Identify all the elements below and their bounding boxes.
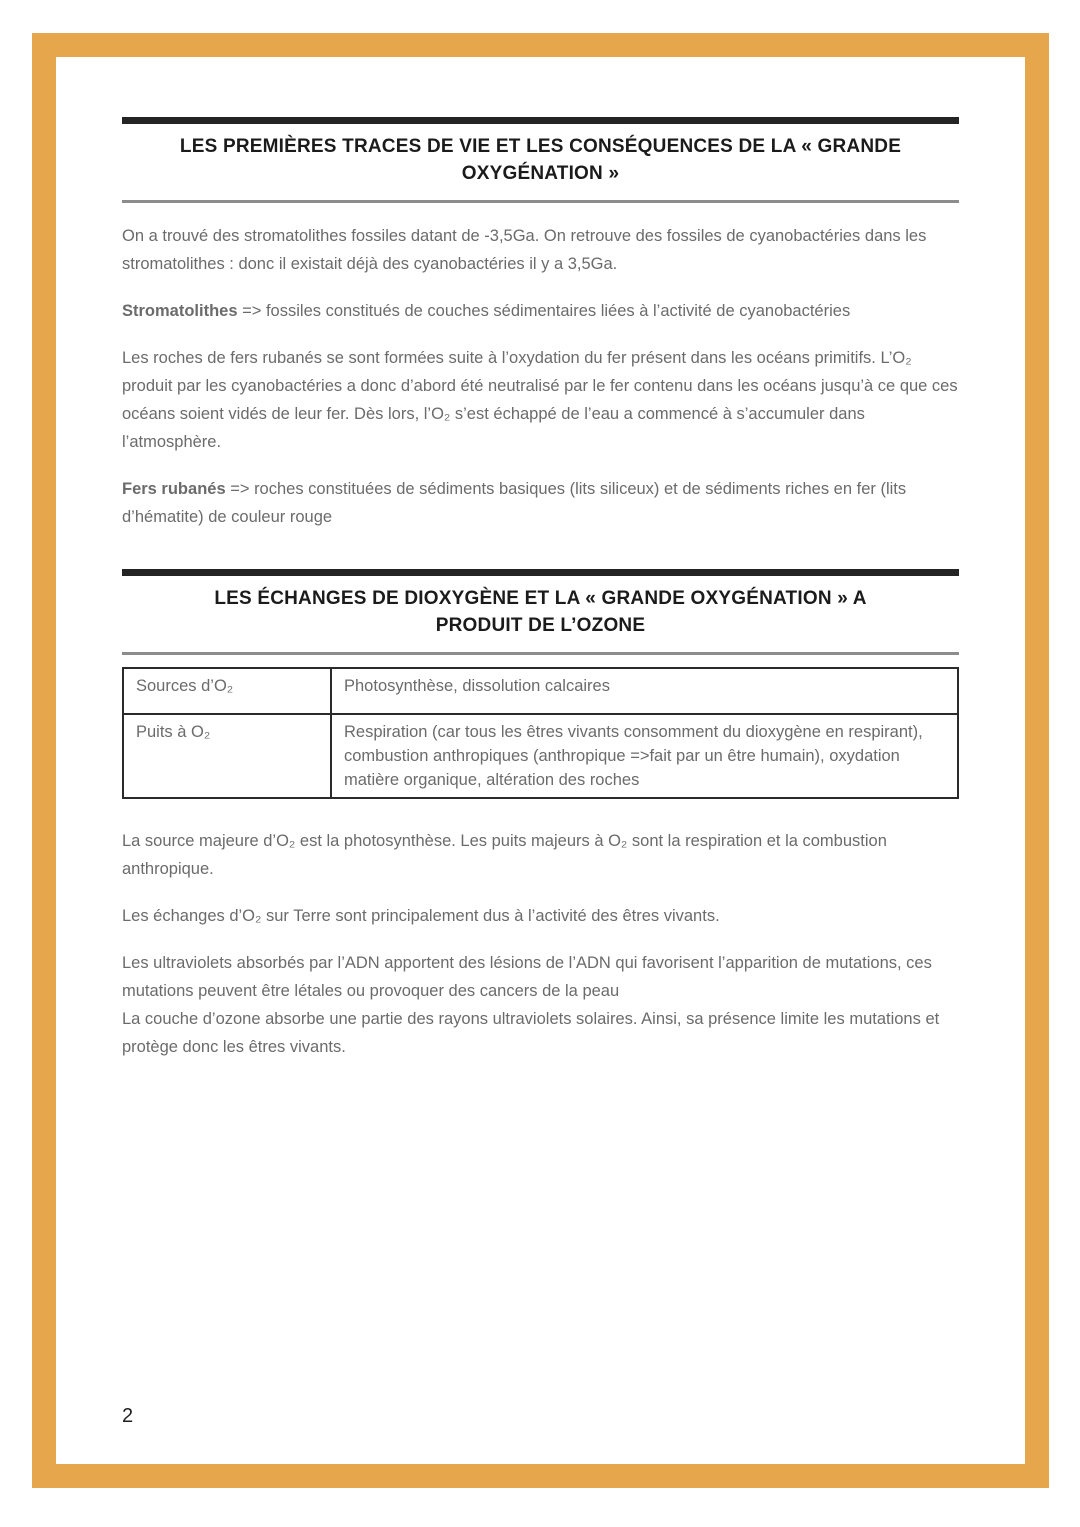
section1-title-line1: LES PREMIÈRES TRACES DE VIE ET LES CONSÉQUENCES DE LA « GRANDE <box>179 136 902 157</box>
definition-fers-rubanes-text: => roches constituées de sédiments basiques (lits siliceux) et de sédiments riches en fer (lits d’hématite) de couleur rouge <box>122 480 907 526</box>
section2-title-line2: PRODUIT DE L’OZONE <box>435 615 646 636</box>
o2-sources-puits-table <box>122 667 959 799</box>
paragraph-echanges-terre: Les échanges d’O₂ sur Terre sont principalement dus à l’activité des êtres vivants. <box>122 907 720 925</box>
section-heading-echanges-dioxygene <box>122 569 959 655</box>
paragraph-source-majeure: La source majeure d’O₂ est la photosynthèse. Les puits majeurs à O₂ sont la respiration et la combustion anthropique. <box>122 832 887 878</box>
page-number: 2 <box>122 1405 134 1427</box>
section-heading-premieres-traces <box>122 117 959 203</box>
page-content <box>56 57 1025 1464</box>
table-cell-sources-value: Photosynthèse, dissolution calcaires <box>331 668 958 714</box>
definition-stromatolithes-term: Stromatolithes <box>122 302 238 320</box>
table-cell-puits-value: Respiration (car tous les êtres vivants consomment du dioxygène en respirant), combustion anthropiques (anthropique =>fait par un être humain), oxydation matière organique, altération des roches <box>331 714 958 798</box>
paragraph-fers-rubanes-formation: Les roches de fers rubanés se sont formées suite à l’oxydation du fer présent dans les océans primitifs. L’O₂ produit par les cyanobactéries a donc d’abord été neutralisé par le fer contenu dans les océans jusqu’à ce que ces océans soient vidés de leur fer. Dès lors, l’O₂ s’est échappé de l’eau a commencé à s’accumuler dans l’atmosphère. <box>122 349 958 451</box>
table-cell-sources-label: Sources d’O₂ <box>123 668 331 714</box>
page-gold-frame <box>32 33 1049 1488</box>
section1-title-line2: OXYGÉNATION » <box>461 163 620 184</box>
table-row-puits <box>123 714 958 798</box>
definition-fers-rubanes <box>122 475 959 531</box>
definition-stromatolithes <box>122 297 959 325</box>
table-cell-puits-label: Puits à O₂ <box>123 714 331 798</box>
table-row-sources <box>123 668 958 714</box>
paragraph-ultraviolets-ozone <box>122 949 959 1061</box>
section2-title-line1: LES ÉCHANGES DE DIOXYGÈNE ET LA « GRANDE OXYGÉNATION » A <box>214 588 867 609</box>
paragraph-couche-ozone-line: La couche d’ozone absorbe une partie des rayons ultraviolets solaires. Ainsi, sa présence limite les mutations et protège donc les êtres vivants. <box>122 1010 940 1056</box>
definition-fers-rubanes-term: Fers rubanés <box>122 480 226 498</box>
definition-stromatolithes-text: => fossiles constitués de couches sédimentaires liées à l’activité de cyanobactéries <box>237 302 851 320</box>
paragraph-ultraviolets-line: Les ultraviolets absorbés par l’ADN apportent des lésions de l’ADN qui favorisent l’apparition de mutations, ces mutations peuvent être létales ou provoquer des cancers de la peau <box>122 954 932 1000</box>
paragraph-stromatolithes-fossiles: On a trouvé des stromatolithes fossiles datant de -3,5Ga. On retrouve des fossiles de cyanobactéries dans les stromatolithes : donc il existait déjà des cyanobactéries il y a 3,5Ga. <box>122 227 927 273</box>
